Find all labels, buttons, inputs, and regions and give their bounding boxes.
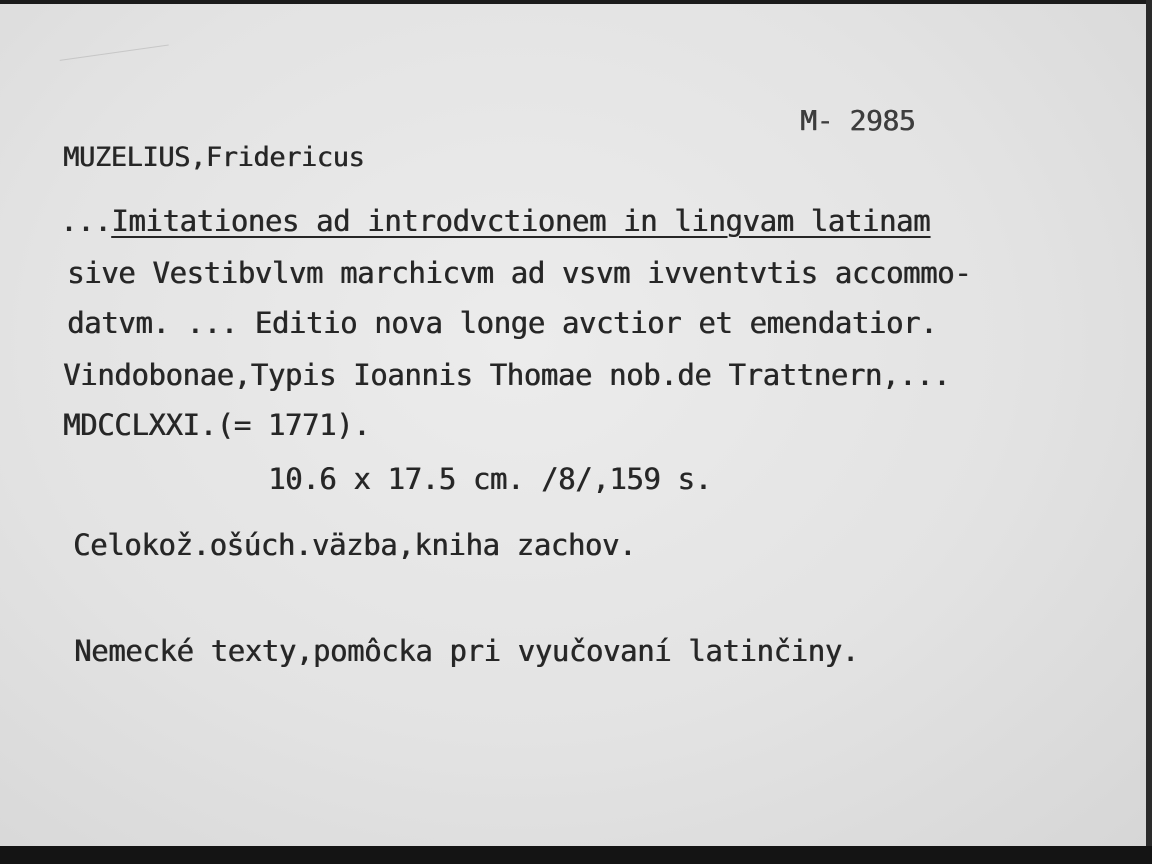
card-edge-shadow (1146, 0, 1152, 864)
background-strip (0, 846, 1152, 864)
title-line (60, 204, 930, 238)
title-text: Imitationes ad introdvctionem in lingvam latinam (111, 204, 931, 238)
catalog-card (0, 4, 1152, 850)
imprint-line: Vindobonae,Typis Ioannis Thomae nob.de Trattnern,... (63, 358, 951, 392)
content-note: Nemecké texty,pomôcka pri vyučovaní latinčiny. (74, 634, 859, 668)
title-prefix: ... (60, 204, 112, 238)
binding-note: Celokož.ošúch.väzba,kniha zachov. (73, 528, 636, 562)
call-number: M- 2985 (800, 104, 916, 137)
faint-pencil-mark (60, 45, 175, 101)
date-line: MDCCLXXI.(= 1771). (63, 408, 371, 442)
author-heading: MUZELIUS,Fridericus (63, 142, 365, 173)
description-line-3: datvm. ... Editio nova longe avctior et emendatior. (67, 306, 938, 340)
collation-line: 10.6 x 17.5 cm. /8/,159 s. (268, 462, 712, 496)
description-line-2: sive Vestibvlvm marchicvm ad vsvm ivventvtis accommo- (67, 256, 972, 290)
